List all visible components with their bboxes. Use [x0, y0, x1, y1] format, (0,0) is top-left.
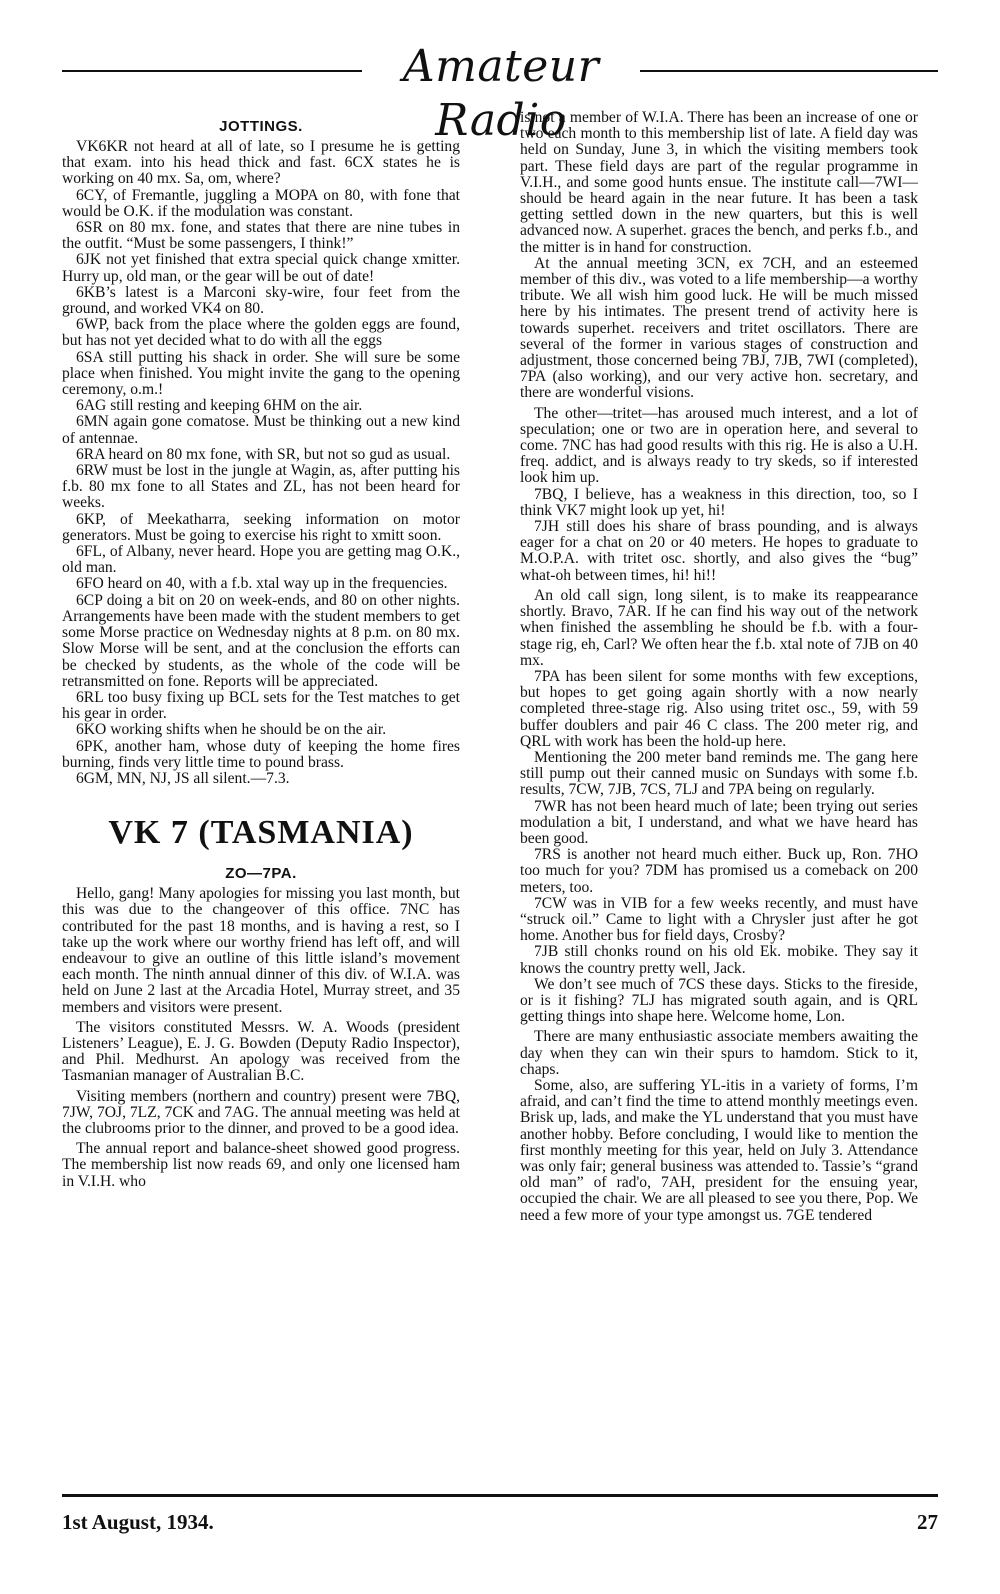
paragraph: We don’t see much of 7CS these days. Sticks to the fireside, or is it fishing? 7LJ has migrated south again, and is QRL getting things into shape here. Welcome home, Lon.	[520, 975, 918, 1026]
paragraph: 6SA still putting his shack in order. She will sure be some place when finished. You might invite the gang to the opening ceremony, o.m.!	[62, 348, 460, 399]
paragraph: 6CY, of Fremantle, juggling a MOPA on 80, with fone that would be O.K. if the modulation was constant.	[62, 186, 460, 220]
paragraph: 6PK, another ham, whose duty of keeping the home fires burning, finds very little time to pound brass.	[62, 737, 460, 771]
paragraph: The annual report and balance-sheet showed good progress. The membership list now reads 69, and only one licensed ham in V.I.H. who	[62, 1140, 460, 1190]
issue-date: 1st August, 1934.	[62, 1510, 214, 1534]
left-column	[62, 110, 460, 1190]
paragraph: 7RS is another not heard much either. Buck up, Ron. 7HO too much for you? 7DM has promised us a comeback on 200 meters, too.	[520, 846, 918, 896]
paragraph: Visiting members (northern and country) present were 7BQ, 7JW, 7OJ, 7LZ, 7CK and 7AG. The annual meeting was held at the clubrooms prior to the dinner, and proved to be a good idea.	[62, 1087, 461, 1137]
paragraph: 6RL too busy fixing up BCL sets for the Test matches to get his gear in order.	[62, 688, 460, 723]
paragraph: 6GM, MN, NJ, JS all silent.—7.3.	[76, 769, 290, 787]
paragraph: 7PA has been silent for some months with few exceptions, but hopes to get going again shortly with a now nearly completed three-stage rig. Also using tritet osc., 59, with 59 buffer doublers and pair 46 C class. The 200 meter rig, and QRL with work has been the hold-up here.	[520, 667, 918, 750]
right-column	[520, 110, 918, 1224]
masthead-rule-left	[62, 70, 362, 72]
paragraph: is not a member of W.I.A. There has been an increase of one or two each month to this membership list of late. A field day was held on Sunday, June 3, in which the visiting members took part. These field days are part of the regular programme in V.I.H., and some good hunts ensue. The institute call—7WI—should be heard again in the near future. It has been a task getting settled down in the new quarters, but this is well advanced now. A superhet. graces the bench, and perks f.b., and the mitter is in hand for construction.	[520, 109, 918, 256]
paragraph: Mentioning the 200 meter band reminds me. The gang here still pump out their canned music on Sundays with some f.b. results, 7CW, 7JB, 7CS, 7LJ and 7PA being on regularly.	[520, 748, 918, 799]
footer-rule	[62, 1494, 938, 1497]
paragraph: 6AG still resting and keeping 6HM on the air.	[76, 397, 363, 415]
paragraph: 6KB’s latest is a Marconi sky-wire, four feet from the ground, and worked VK4 on 80.	[62, 283, 460, 318]
paragraph: 6CP doing a bit on 20 on week-ends, and 80 on other nights. Arrangements have been made with the student members to get some Morse practice on Wednesday nights at 8 p.m. on 80 mx. Slow Morse will be sent, and at the conclusion the efforts can be checked by students, as the whole of the code will be retransmitted on fone. Reports will be appreciated.	[62, 591, 460, 690]
paragraph: 6FL, of Albany, never heard. Hope you are getting mag O.K., old man.	[62, 543, 460, 577]
paragraph: The other—tritet—has aroused much interest, and a lot of speculation; one or two are in operation here, and several to come. 7NC has had good results with this rig. He is also a U.H. freq. addict, and is always ready to try skeds, so if interested look him up.	[520, 404, 918, 487]
paragraph: 6FO heard on 40, with a f.b. xtal way up in the frequencies.	[76, 575, 448, 593]
paragraph: 7JB still chonks round on his old Ek. mobike. They say it knows the country pretty well, Jack.	[520, 943, 918, 977]
paragraph: There are many enthusiastic associate members awaiting the day when they can win their spurs to hamdom. Stick to it, chaps.	[520, 1028, 918, 1078]
paragraph: Some, also, are suffering YL-itis in a variety of forms, I’m afraid, and can’t find the time to attend monthly meetings even. Brisk up, lads, and make the YL understand that you must have another hobby. Before concluding, I would like to mention the first monthly meeting for this year, held on July 3. Attendance was only fair; general business was attended to. Tassie’s “grand old man” of rad'o, 7AH, president for the ensuing year, occupied the chair. We are all pleased to see you there, Pop. We need a few more of your type amongst us. 7GE tendered	[520, 1076, 918, 1224]
paragraph: 6WP, back from the place where the golden eggs are found, but has not yet decided what to do with all the eggs	[62, 316, 460, 350]
paragraph: 6MN again gone comatose. Must be thinking out a new kind of antennae.	[62, 413, 460, 447]
paragraph: 6RA heard on 80 mx fone, with SR, but not so gud as usual.	[76, 445, 451, 463]
section-subheading: ZO—7PA.	[225, 865, 297, 883]
masthead-title: Amateur Radio	[402, 41, 600, 146]
paragraph: 7BQ, I believe, has a weakness in this direction, too, so I think VK7 might look up yet, hi!	[520, 485, 918, 519]
jottings-heading: JOTTINGS.	[219, 118, 303, 135]
paragraph: 6JK not yet finished that extra special quick change xmitter. Hurry up, old man, or the gear will be out of date!	[62, 251, 460, 285]
paragraph: 7WR has not been heard much of late; been trying out series modulation a bit, I understand, and what we have heard has been good.	[520, 797, 918, 847]
paragraph: VK6KR not heard at all of late, so I presume he is getting that exam. into his head thick and fast. 6CX states he is working on 40 mx. Sa, om, where?	[62, 138, 460, 188]
paragraph: At the annual meeting 3CN, ex 7CH, and an esteemed member of this div., was voted to a life membership—a worthy tribute. We all wish him good luck. He will be much missed here by his intimates. The present trend of activity here is towards superhet. receivers and tritet oscillators. There are several of the former in various stages of construction and adjustment, those concerned being 7BJ, 7JB, 7WI (completed), 7PA (also working), and our very active hon. secretary, and there are wonderful visions.	[520, 254, 918, 402]
paragraph: 6SR on 80 mx. fone, and states that there are nine tubes in the outfit. “Must be some passengers, I think!”	[62, 219, 460, 253]
paragraph: 6KO working shifts when he should be on the air.	[76, 721, 387, 739]
paragraph: 6RW must be lost in the jungle at Wagin, as, after putting his f.b. 80 mx fone to all States and ZL, has not been heard for weeks.	[62, 462, 460, 512]
paragraph: Hello, gang! Many apologies for missing you last month, but this was due to the changeover of this office. 7NC has contributed for the past 18 months, and is having a rest, so I take up the work where our worthy friend has left off, and will endeavour to give an outline of this little island’s movement each month. The ninth annual dinner of this div. of W.I.A. was held on June 2 last at the Arcadia Hotel, Murray street, and 35 members and visitors were present.	[62, 885, 460, 1016]
paragraph: 6KP, of Meekatharra, seeking information on motor generators. Must be going to exercise his right to xmitt soon.	[62, 510, 460, 544]
paragraph: 7CW was in VIB for a few weeks recently, and must have “struck oil.” Came to light with a Chrysler just after he got home. Another bus for field days, Crosby?	[520, 894, 918, 945]
section-heading-vk7: VK 7 (TASMANIA)	[108, 814, 414, 852]
paragraph: 7JH still does his share of brass pounding, and is always eager for a chat on 20 or 40 meters. He hopes to graduate to M.O.P.A. with tritet osc. shortly, and also gives the “bug” what-oh between times, hi! hi!!	[520, 518, 918, 584]
page-number: 27	[917, 1510, 938, 1534]
masthead-rule-right	[640, 70, 938, 72]
paragraph: An old call sign, long silent, is to make its reappearance shortly. Bravo, 7AR. If he can find his way out of the network when finished the assembling he should be f.b. with a four-stage rig, eh, Carl? We often hear the f.b. xtal note of 7JB on 40 mx.	[520, 586, 918, 669]
paragraph: The visitors constituted Messrs. W. A. Woods (president Listeners’ League), E. J. G. Bowden (Deputy Radio Inspector), and Phil. Medhurst. An apology was received from the Tasmanian manager of Australian B.C.	[62, 1018, 460, 1085]
